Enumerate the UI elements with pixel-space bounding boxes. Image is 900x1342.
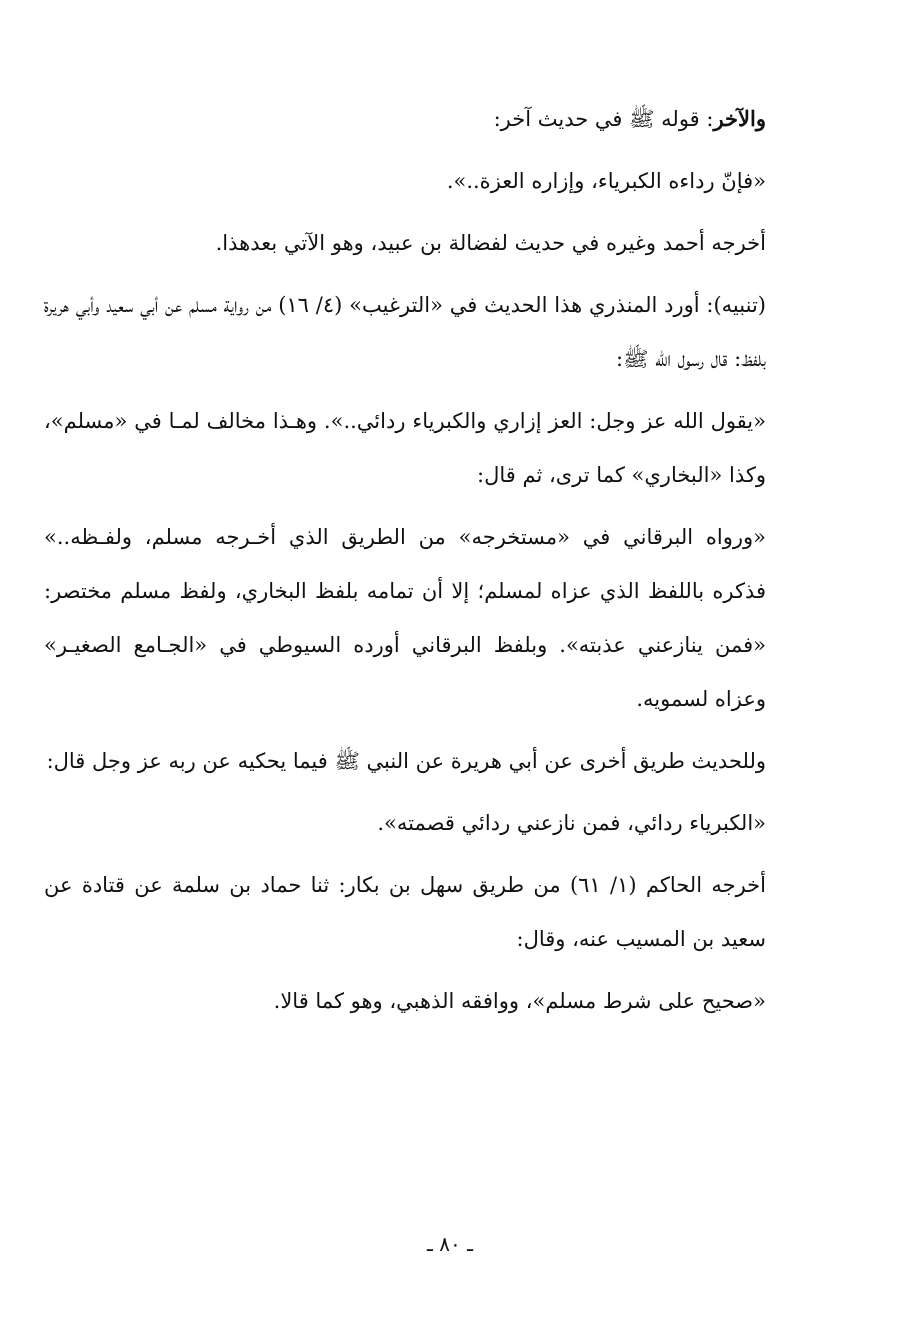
paragraph — [44, 510, 766, 726]
quote-paragraph — [44, 154, 766, 208]
quote-paragraph — [44, 974, 766, 1028]
paragraph-text: «ورواه البرقاني في «مستخرجه» من الطريق الذي أخـرجه مسلم، ولفـظه..» فذكره باللفظ الذي عزاه لمسلم؛ إلا أن تمامه بلفظ البخاري، ولفظ مسلم مختصر: «فمن ينازعني عذبته». وبلفظ البرقاني أورده السيوطي في «الجـامع الصغيـر» وعزاه لسمويه. — [44, 525, 766, 711]
paragraph — [44, 394, 766, 502]
paragraph-text: وللحديث طريق أخرى عن أبي هريرة عن النبي ﷺ فيما يحكيه عن ربه عز وجل قال: — [46, 749, 766, 773]
quote-paragraph — [44, 796, 766, 850]
paragraph-text: : قوله ﷺ في حديث آخر: — [493, 107, 714, 131]
page-number: ـ ٨٠ ـ — [427, 1232, 473, 1256]
body-text — [44, 92, 766, 1028]
paragraph — [44, 216, 766, 270]
paragraph-text: أخرجه الحاكم (١/ ٦١) من طريق سهل بن بكار: ثنا حماد بن سلمة عن قتادة عن سعيد بن المسيب عنه، وقال: — [44, 873, 766, 951]
paragraph-text: «يقول الله عز وجل: العز إزاري والكبرياء ردائي..». وهـذا مخالف لمـا في «مسلم»، وكذا «البخاري» كما ترى، ثم قال: — [44, 409, 766, 487]
paragraph — [44, 278, 766, 386]
paragraph-lead: والآخر — [713, 106, 766, 131]
paragraph — [44, 858, 766, 966]
paragraph-text: (تنبيه): أورد المنذري هذا الحديث في «الترغيب» (٤/ ١٦) من رواية مسلم عن أبي سعيد وأبي هريرة بلفظ: قال رسول الله ﷺ: — [44, 293, 766, 371]
paragraph-text: «صحيح على شرط مسلم»، ووافقه الذهبي، وهو كما قالا. — [273, 989, 766, 1013]
paragraph-text: «الكبرياء ردائي، فمن نازعني ردائي قصمته». — [377, 811, 766, 835]
paragraph-text: أخرجه أحمد وغيره في حديث لفضالة بن عبيد، وهو الآتي بعدهذا. — [215, 231, 766, 255]
paragraph — [44, 734, 766, 788]
paragraph-text: «فإنّ رداءه الكبرياء، وإزاره العزة..». — [446, 169, 766, 193]
paragraph — [44, 92, 766, 146]
